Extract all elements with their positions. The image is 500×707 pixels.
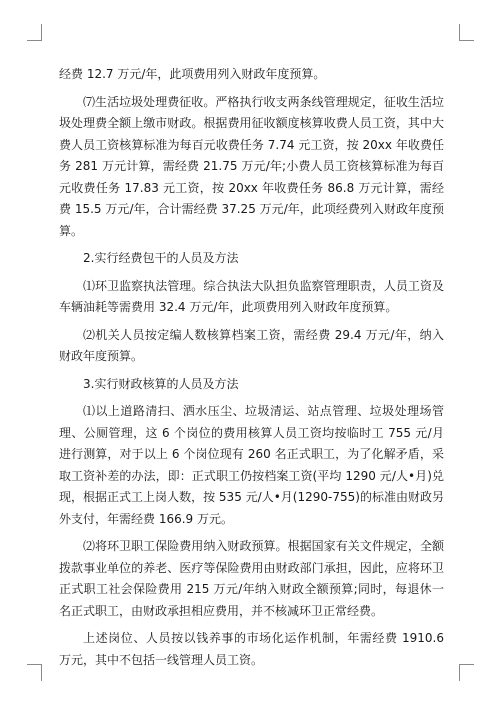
paragraph-continued-expense: 经费 12.7 万元/年，此项费用列入财政年度预算。 [59, 67, 326, 81]
paragraph-insurance: ⑵将环卫职工保险费用纳入财政预算。根据国家有关文件规定，全额拨款事业单位的养老、医疗等保险费用由财政部门承担，因此，应将环卫正式职工社会保险费用 215 万元/年纳入财政全额预算;同时，每退休一名正式职工，由财政承担相应费用，并不核减环卫正常经费。 [59, 539, 444, 618]
crop-mark-top-right [459, 24, 474, 41]
paragraph-summary: 上述岗位、人员按以钱养事的市场化运作机制，年需经费 1910.6 万元，其中不包括一线管理人员工资。 [59, 631, 444, 667]
paragraph-six-positions: ⑴以上道路清扫、洒水压尘、垃圾清运、站点管理、垃圾处理场管理、公厕管理，这 6 个岗位的费用核算人员工资均按临时工 755 元/月进行测算，对于以上 6 个岗位现有 260 名正式职工，为了化解矛盾，采取工资补差的办法，即：正式职工仍按档案工资(平均 1290 元/人•月)兑现，根据正式工上岗人数，按 535 元/人•月(1290-755)的标准由财政另外支付，年需经费 166.9 万元。 [59, 404, 444, 526]
document-body [59, 64, 444, 671]
section-heading-2: 2.实行经费包干的人员及方法 [83, 251, 239, 265]
crop-mark-top-left [27, 24, 42, 41]
paragraph-agency-staff: ⑵机关人员按定编人数核算档案工资，需经费 29.4 万元/年，纳入财政年度预算。 [59, 327, 444, 363]
paragraph-garbage-fee: ⑺生活垃圾处理费征收。严格执行收支两条线管理规定，征收生活垃圾处理费全额上缴市财政。根据费用征收额度核算收费人员工资，其中大费人员工资核算标准为每百元收费任务 7.74 元工资，按 20xx 年收费任务 281 万元计算，需经费 21.75 万元/年;小费人员工资核算标准为每百元收费任务 17.83 元工资，按 20xx 年收费任务 86.8 万元计算，需经费 15.5 万元/年，合计需经费 37.25 万元/年，此项经费列入财政年度预算。 [59, 94, 444, 238]
section-heading-3: 3.实行财政核算的人员及方法 [83, 376, 239, 391]
crop-mark-bottom-left [27, 664, 42, 681]
crop-mark-bottom-right [459, 664, 474, 681]
paragraph-sanitation-supervision: ⑴环卫监察执法管理。综合执法大队担负监察管理职责，人员工资及车辆油耗等需费用 32.4 万元/年，此项费用列入财政年度预算。 [59, 278, 444, 314]
